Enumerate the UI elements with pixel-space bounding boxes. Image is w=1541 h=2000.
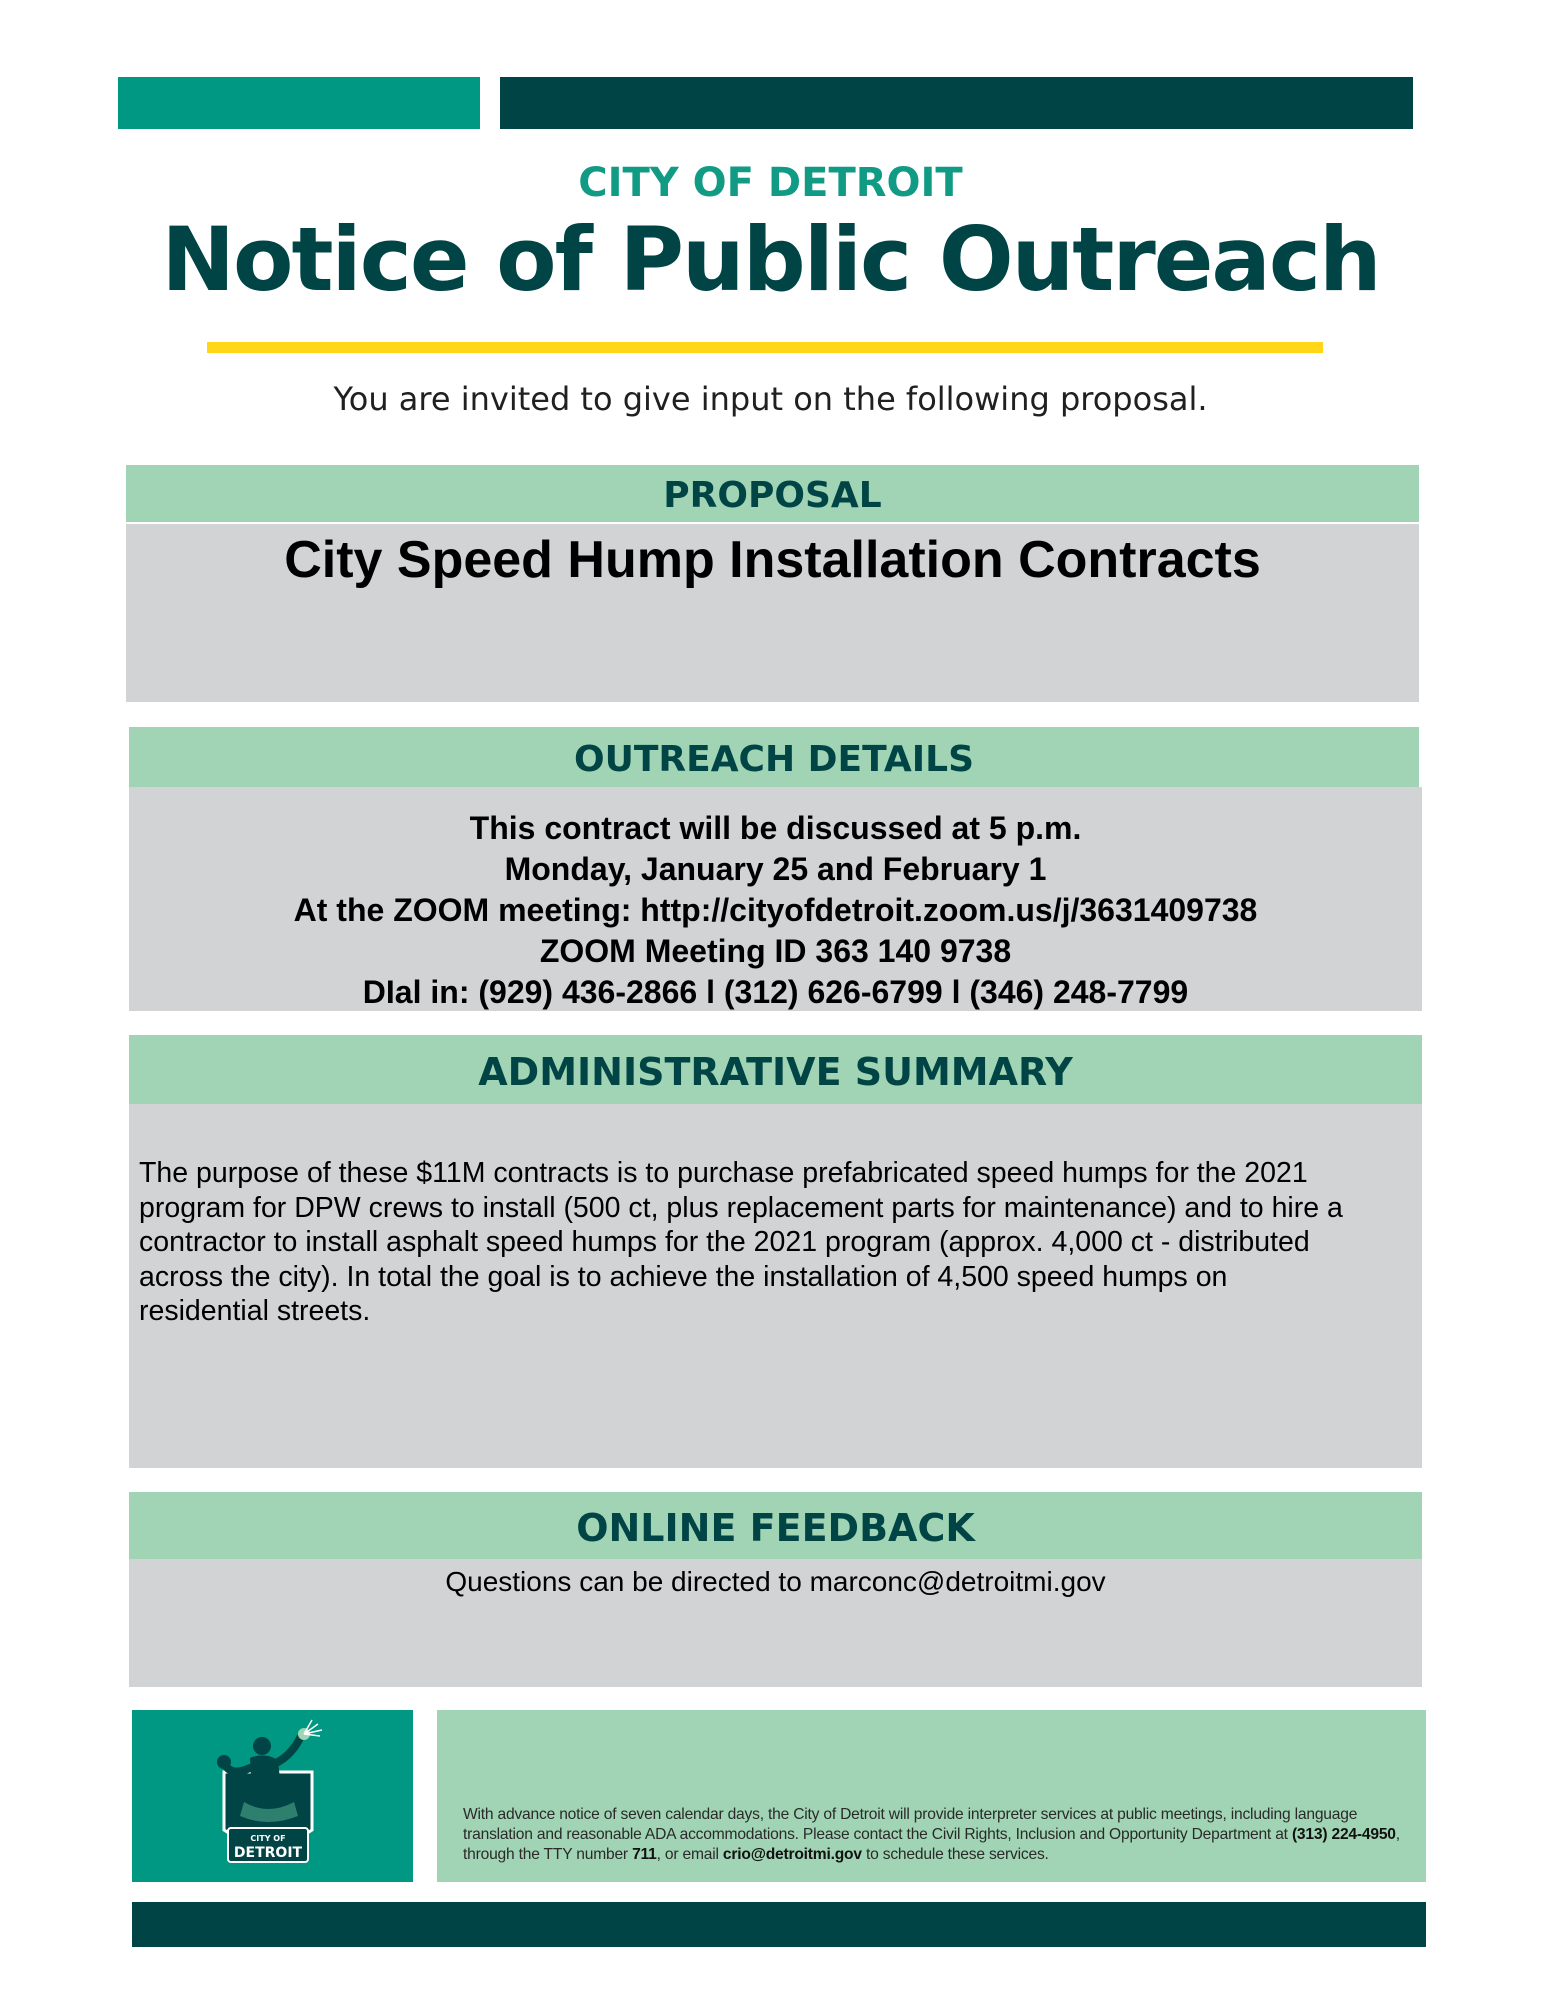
- ada-email[interactable]: crio@detroitmi.gov: [722, 1846, 862, 1863]
- summary-line: program for DPW crews to install (500 ct, plus replacement parts for maintenance) and to hire a: [139, 1191, 1343, 1224]
- summary-line: across the city). In total the goal is to achieve the installation of 4,500 speed humps on: [139, 1260, 1228, 1293]
- outreach-meeting-id: ZOOM Meeting ID 363 140 9738: [539, 933, 1012, 969]
- outreach-heading: OUTREACH DETAILS: [129, 727, 1419, 787]
- outreach-dates: Monday, January 25 and February 1: [504, 851, 1047, 887]
- top-bar-teal: [118, 77, 480, 129]
- logo-panel: [132, 1710, 413, 1882]
- summary-line: The purpose of these $11M contracts is to purchase prefabricated speed humps for the 2021: [139, 1157, 1308, 1189]
- org-name: CITY OF DETROIT: [578, 160, 963, 206]
- ada-text-part: , through the TTY number: [463, 1826, 1400, 1863]
- bottom-bar: [132, 1902, 1426, 1947]
- proposal-heading: PROPOSAL: [126, 465, 1419, 522]
- ada-text-part: to schedule these services.: [861, 1846, 1049, 1863]
- ada-tty: 711: [632, 1846, 657, 1863]
- summary-line: contractor to install asphalt speed humps for the 2021 program (approx. 4,000 ct - distributed: [139, 1226, 1310, 1258]
- outreach-dial-in: DIal in: (929) 436-2866 l (312) 626-6799 l (346) 248-7799: [362, 974, 1189, 1010]
- page-title: Notice of Public Outreach: [161, 208, 1380, 311]
- feedback-heading: ONLINE FEEDBACK: [129, 1492, 1422, 1559]
- summary-heading: ADMINISTRATIVE SUMMARY: [129, 1035, 1422, 1104]
- ada-phone: (313) 224-4950: [1291, 1826, 1396, 1843]
- logo-line-1: CITY OF: [250, 1834, 286, 1843]
- feedback-text: Questions can be directed to marconc@detroitmi.gov: [445, 1566, 1106, 1597]
- outreach-details: [129, 808, 1422, 1013]
- summary-text: [139, 1156, 1409, 1329]
- accessibility-notice: [463, 1805, 1413, 1865]
- outreach-time: This contract will be discussed at 5 p.m.: [469, 810, 1082, 846]
- summary-line: residential streets.: [139, 1295, 371, 1327]
- ada-text-part: , or email: [656, 1846, 723, 1863]
- title-underline: [207, 342, 1323, 353]
- logo-line-2: DETROIT: [233, 1845, 303, 1861]
- proposal-title: City Speed Hump Installation Contracts: [284, 531, 1261, 589]
- city-of-detroit-logo-icon: [132, 1710, 413, 1882]
- outreach-zoom-link[interactable]: At the ZOOM meeting: http://cityofdetroit.zoom.us/j/3631409738: [293, 892, 1258, 928]
- top-bar-dark: [500, 77, 1413, 129]
- invite-text: You are invited to give input on the following proposal.: [333, 380, 1208, 418]
- ada-text-part: With advance notice of seven calendar days, the City of Detroit will provide interpreter services at public meetings, including language translation and reasonable ADA accommodations. Please contact the Civil Rights, Inclusion and Opportunity Department at: [463, 1806, 1358, 1843]
